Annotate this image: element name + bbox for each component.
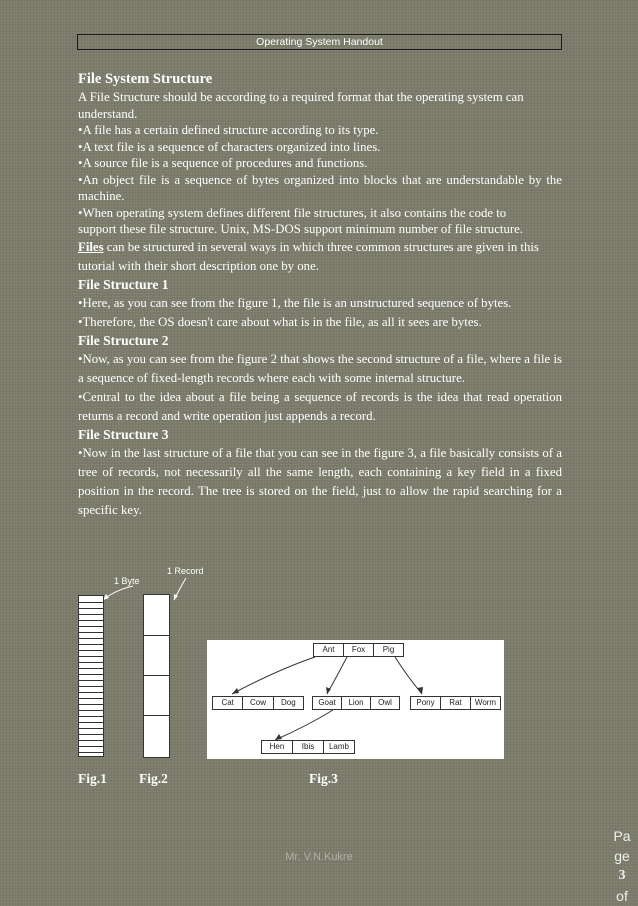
tree-key: Cow (243, 697, 273, 709)
tree-key: Hen (262, 741, 293, 753)
fig2-record-label: 1 Record (167, 566, 204, 576)
tree-key: Ant (314, 644, 344, 656)
tree-key: Owl (378, 698, 392, 707)
files-link-word: Files (78, 239, 104, 254)
tree-key: Worm (474, 698, 497, 707)
tree-key: Pig (382, 645, 395, 654)
tree-node (410, 696, 501, 710)
figure-1-byte-sequence (78, 595, 104, 757)
bullet-item: • An object file is a sequence of bytes organized into blocks that are understandable by the machine. (78, 172, 562, 205)
fig2-arrow-icon (166, 574, 196, 608)
page-of: of (616, 888, 628, 904)
files-paragraph (78, 238, 562, 276)
fig2-caption: Fig.2 (139, 771, 168, 786)
tree-leaf-node (261, 740, 355, 754)
section-heading-fs3: File Structure 3 (78, 426, 169, 442)
tree-root-node (313, 643, 404, 657)
fig3-caption: Fig.3 (309, 771, 338, 786)
section-heading-fs1: File Structure 1 (78, 276, 169, 292)
tree-key: Dog (280, 698, 296, 707)
bullet-item: • When operating system defines different file structures, it also contains the code to support these file structure. Unix, MS-DOS support minimum number of file structure. (78, 205, 562, 238)
page-number: 3 (618, 868, 626, 883)
fig1-caption: Fig.1 (78, 771, 107, 786)
tree-key: Pony (411, 697, 441, 709)
bullet-item: • A source file is a sequence of procedures and functions. (78, 155, 562, 172)
tree-key: Cat (213, 697, 243, 709)
intro-paragraph: A File Structure should be according to a required format that the operating system can understand. (78, 90, 524, 121)
page-header: Operating System Handout (77, 34, 562, 50)
tree-key: Lamb (328, 742, 349, 751)
bullet-item: • A file has a certain defined structure according to its type. (78, 122, 562, 139)
figure-2-record-sequence (143, 594, 170, 758)
fs2-point: • Central to the idea about a file being a sequence of records is the idea that read operation returns a record and write operation just appends a record. (78, 388, 562, 426)
document-body (78, 70, 562, 520)
page-word-part-2: ge (614, 848, 630, 864)
fs2-point: • Now, as you can see from the figure 2 that shows the second structure of a file, where a file is a sequence of fixed-length records where each with some internal structure. (78, 350, 562, 388)
bullet-item: • A text file is a sequence of characters organized into lines. (78, 139, 562, 156)
tree-node (312, 696, 400, 710)
section-heading-fs2: File Structure 2 (78, 332, 169, 348)
tree-key: Goat (313, 697, 342, 709)
tree-key: Fox (344, 644, 374, 656)
fs1-point: • Therefore, the OS doesn't care about what is in the file, as all it sees are bytes. (78, 313, 562, 332)
tree-node (212, 696, 304, 710)
tree-key: Rat (441, 697, 471, 709)
page-number-block (606, 826, 638, 906)
figure-3-record-tree (207, 640, 504, 759)
footer-author: Mr. V.N.Kukre (285, 851, 353, 863)
fs1-point: • Here, as you can see from the figure 1, the file is an unstructured sequence of bytes. (78, 294, 562, 313)
page-word-part-1: Pa (613, 828, 631, 844)
fig1-byte-label: 1 Byte (114, 576, 140, 586)
document-title: File System Structure (78, 71, 213, 87)
tree-key: Ibis (293, 741, 324, 753)
fs3-point: • Now in the last structure of a file that you can see in the figure 3, a file basically consists of a tree of records, not necessarily all the same length, each containing a key field in a fixed position in the record. The tree is stored on the field, just to allow the rapid searching for a specific key. (78, 444, 562, 520)
files-text: can be structured in several ways in which three common structures are given in this tutorial with their short description one by one. (78, 239, 539, 273)
tree-key: Lion (342, 697, 371, 709)
